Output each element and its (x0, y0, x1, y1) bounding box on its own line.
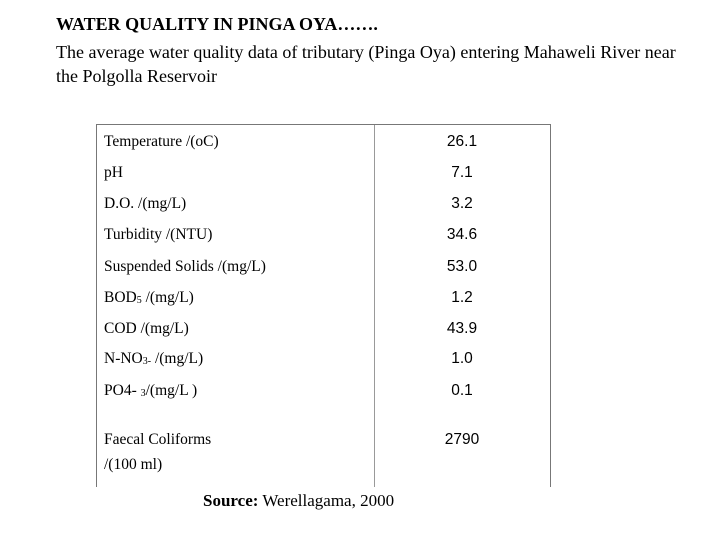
parameter-value: 26.1 (446, 133, 478, 150)
parameter-label: $BOD_5$ /(mg/L) (104, 289, 194, 306)
parameter-value: 1.0 (451, 350, 473, 367)
parameter-label: Turbidity /(NTU) (104, 226, 213, 243)
parameter-value: 0.1 (451, 382, 473, 399)
page-title: WATER QUALITY IN PINGA OYA……. (56, 14, 378, 34)
parameter-value: 1.2 (451, 289, 473, 306)
parameter-label: COD /(mg/L) (104, 320, 189, 337)
parameter-label: $N-NO_{3-}$ /(mg/L) (104, 350, 204, 367)
parameter-value: 43.9 (446, 320, 478, 337)
parameter-value: 53.0 (446, 258, 478, 275)
parameter-value: 34.6 (446, 226, 478, 243)
parameter-value: 7.1 (451, 164, 473, 181)
parameter-label: pH (104, 164, 123, 181)
parameter-label: Temperature /(oC) (104, 133, 219, 150)
parameter-label: Faecal Coliforms (104, 431, 212, 448)
parameter-label-line2: /(100 ml) (104, 456, 163, 473)
parameter-label: Suspended Solids /(mg/L) (104, 258, 266, 275)
parameter-value: 3.2 (451, 195, 473, 212)
parameter-label: PO4- $_3$/(mg/L ) (104, 382, 198, 399)
page-subtitle: The average water quality data of tributary (Pinga Oya) entering Mahaweli River near the Polgolla Reservoir (56, 42, 676, 86)
water-quality-table (96, 124, 551, 487)
parameter-label: D.O. /(mg/L) (104, 195, 187, 212)
parameter-value: 2790 (444, 431, 480, 448)
source-citation: Source: Werellagama, 2000 (203, 491, 395, 510)
